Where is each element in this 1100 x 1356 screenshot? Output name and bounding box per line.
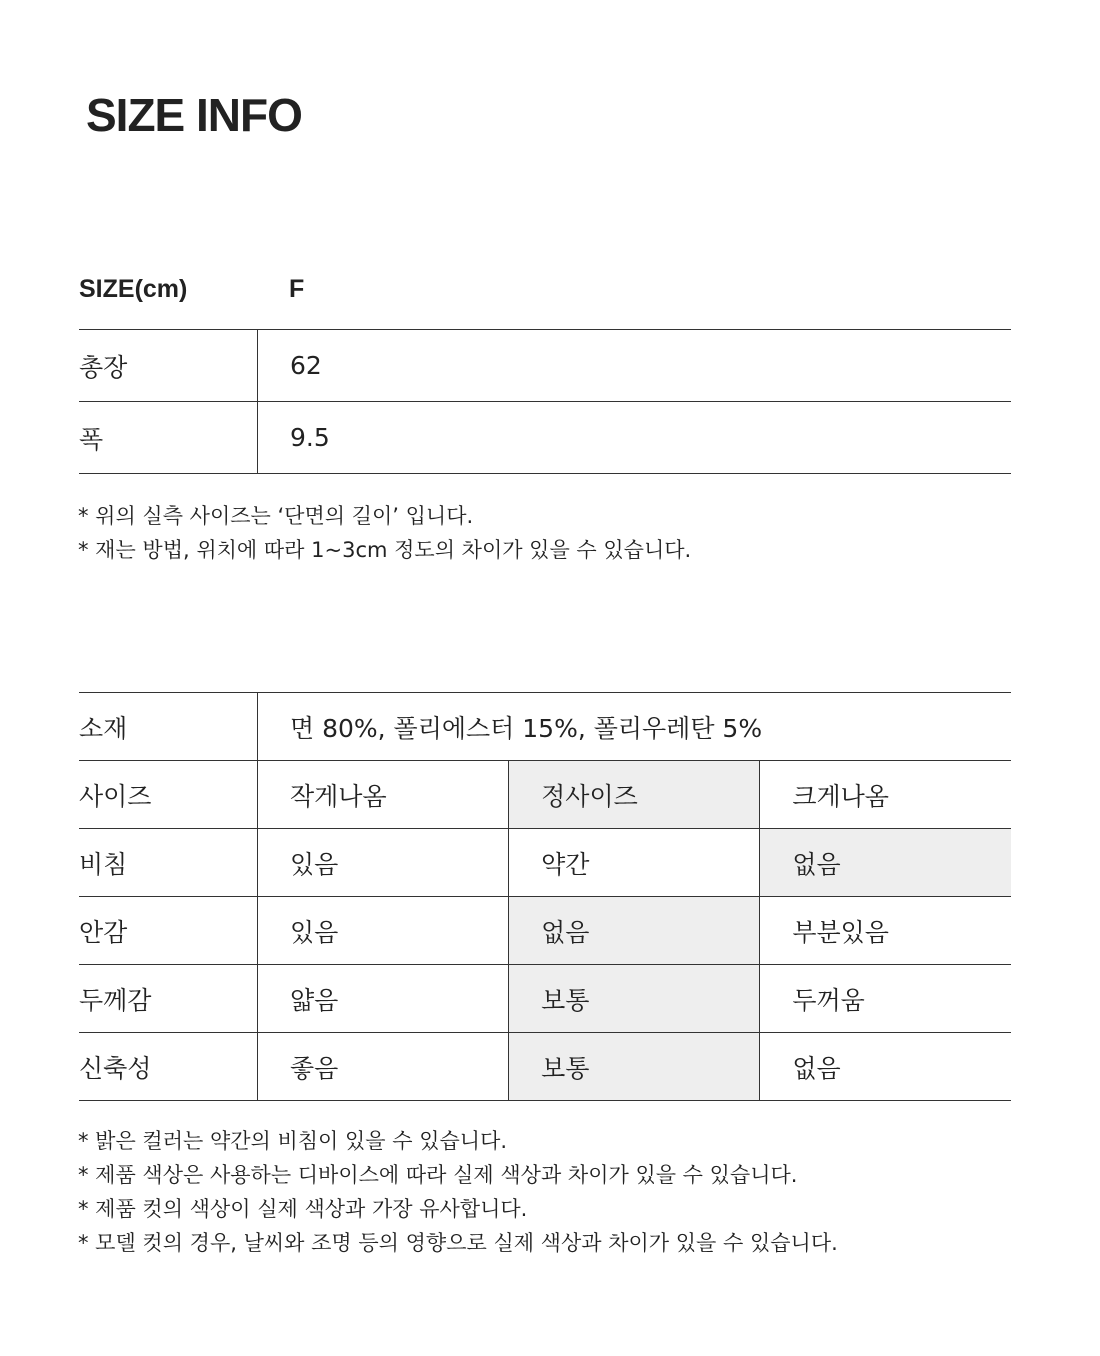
attribute-option: 크게나옴 <box>760 761 1011 829</box>
page-title: SIZE INFO <box>86 89 302 141</box>
material-label: 소재 <box>79 693 258 761</box>
size-row-label: 총장 <box>79 330 258 402</box>
note-item: * 모델 컷의 경우, 날씨와 조명 등의 영향으로 실제 색상과 차이가 있을 수 있습니다. <box>78 1231 838 1255</box>
table-row <box>79 330 1011 402</box>
attribute-option: 부분있음 <box>760 897 1011 965</box>
material-table <box>79 692 1011 1101</box>
attribute-label: 사이즈 <box>79 761 258 829</box>
attribute-label: 신축성 <box>79 1033 258 1101</box>
attribute-option: 없음 <box>760 1033 1011 1101</box>
table-row <box>79 965 1011 1033</box>
attribute-option: 좋음 <box>258 1033 509 1101</box>
attribute-option: 보통 <box>509 1033 760 1101</box>
size-row-value: 62 <box>258 330 1012 402</box>
attribute-option: 없음 <box>509 897 760 965</box>
table-row <box>79 897 1011 965</box>
size-table-header <box>79 275 1011 311</box>
note-item: * 밝은 컬러는 약간의 비침이 있을 수 있습니다. <box>78 1129 508 1153</box>
size-header-label: SIZE(cm) <box>79 275 188 303</box>
attribute-option: 약간 <box>509 829 760 897</box>
attribute-option: 얇음 <box>258 965 509 1033</box>
attribute-label: 비침 <box>79 829 258 897</box>
attribute-label: 안감 <box>79 897 258 965</box>
table-row <box>79 761 1011 829</box>
note-item: * 위의 실측 사이즈는 ‘단면의 길이’ 입니다. <box>78 504 474 528</box>
note-item: * 제품 컷의 색상이 실제 색상과 가장 유사합니다. <box>78 1197 528 1221</box>
attribute-option: 보통 <box>509 965 760 1033</box>
attribute-option: 두꺼움 <box>760 965 1011 1033</box>
table-row <box>79 1033 1011 1101</box>
table-row <box>79 829 1011 897</box>
size-table <box>79 329 1011 474</box>
note-item: * 재는 방법, 위치에 따라 1~3cm 정도의 차이가 있을 수 있습니다. <box>78 538 692 562</box>
size-row-value: 9.5 <box>258 402 1012 474</box>
size-header-value: F <box>289 275 305 303</box>
product-notes <box>78 1124 838 1260</box>
note-item: * 제품 색상은 사용하는 디바이스에 따라 실제 색상과 차이가 있을 수 있습니다. <box>78 1163 798 1187</box>
table-row <box>79 693 1011 761</box>
attribute-option: 작게나옴 <box>258 761 509 829</box>
size-row-label: 폭 <box>79 402 258 474</box>
attribute-option: 있음 <box>258 829 509 897</box>
attribute-option: 있음 <box>258 897 509 965</box>
attribute-option: 정사이즈 <box>509 761 760 829</box>
material-value: 면 80%, 폴리에스터 15%, 폴리우레탄 5% <box>258 693 1012 761</box>
table-row <box>79 402 1011 474</box>
attribute-option: 없음 <box>760 829 1011 897</box>
size-notes <box>78 499 691 567</box>
attribute-label: 두께감 <box>79 965 258 1033</box>
